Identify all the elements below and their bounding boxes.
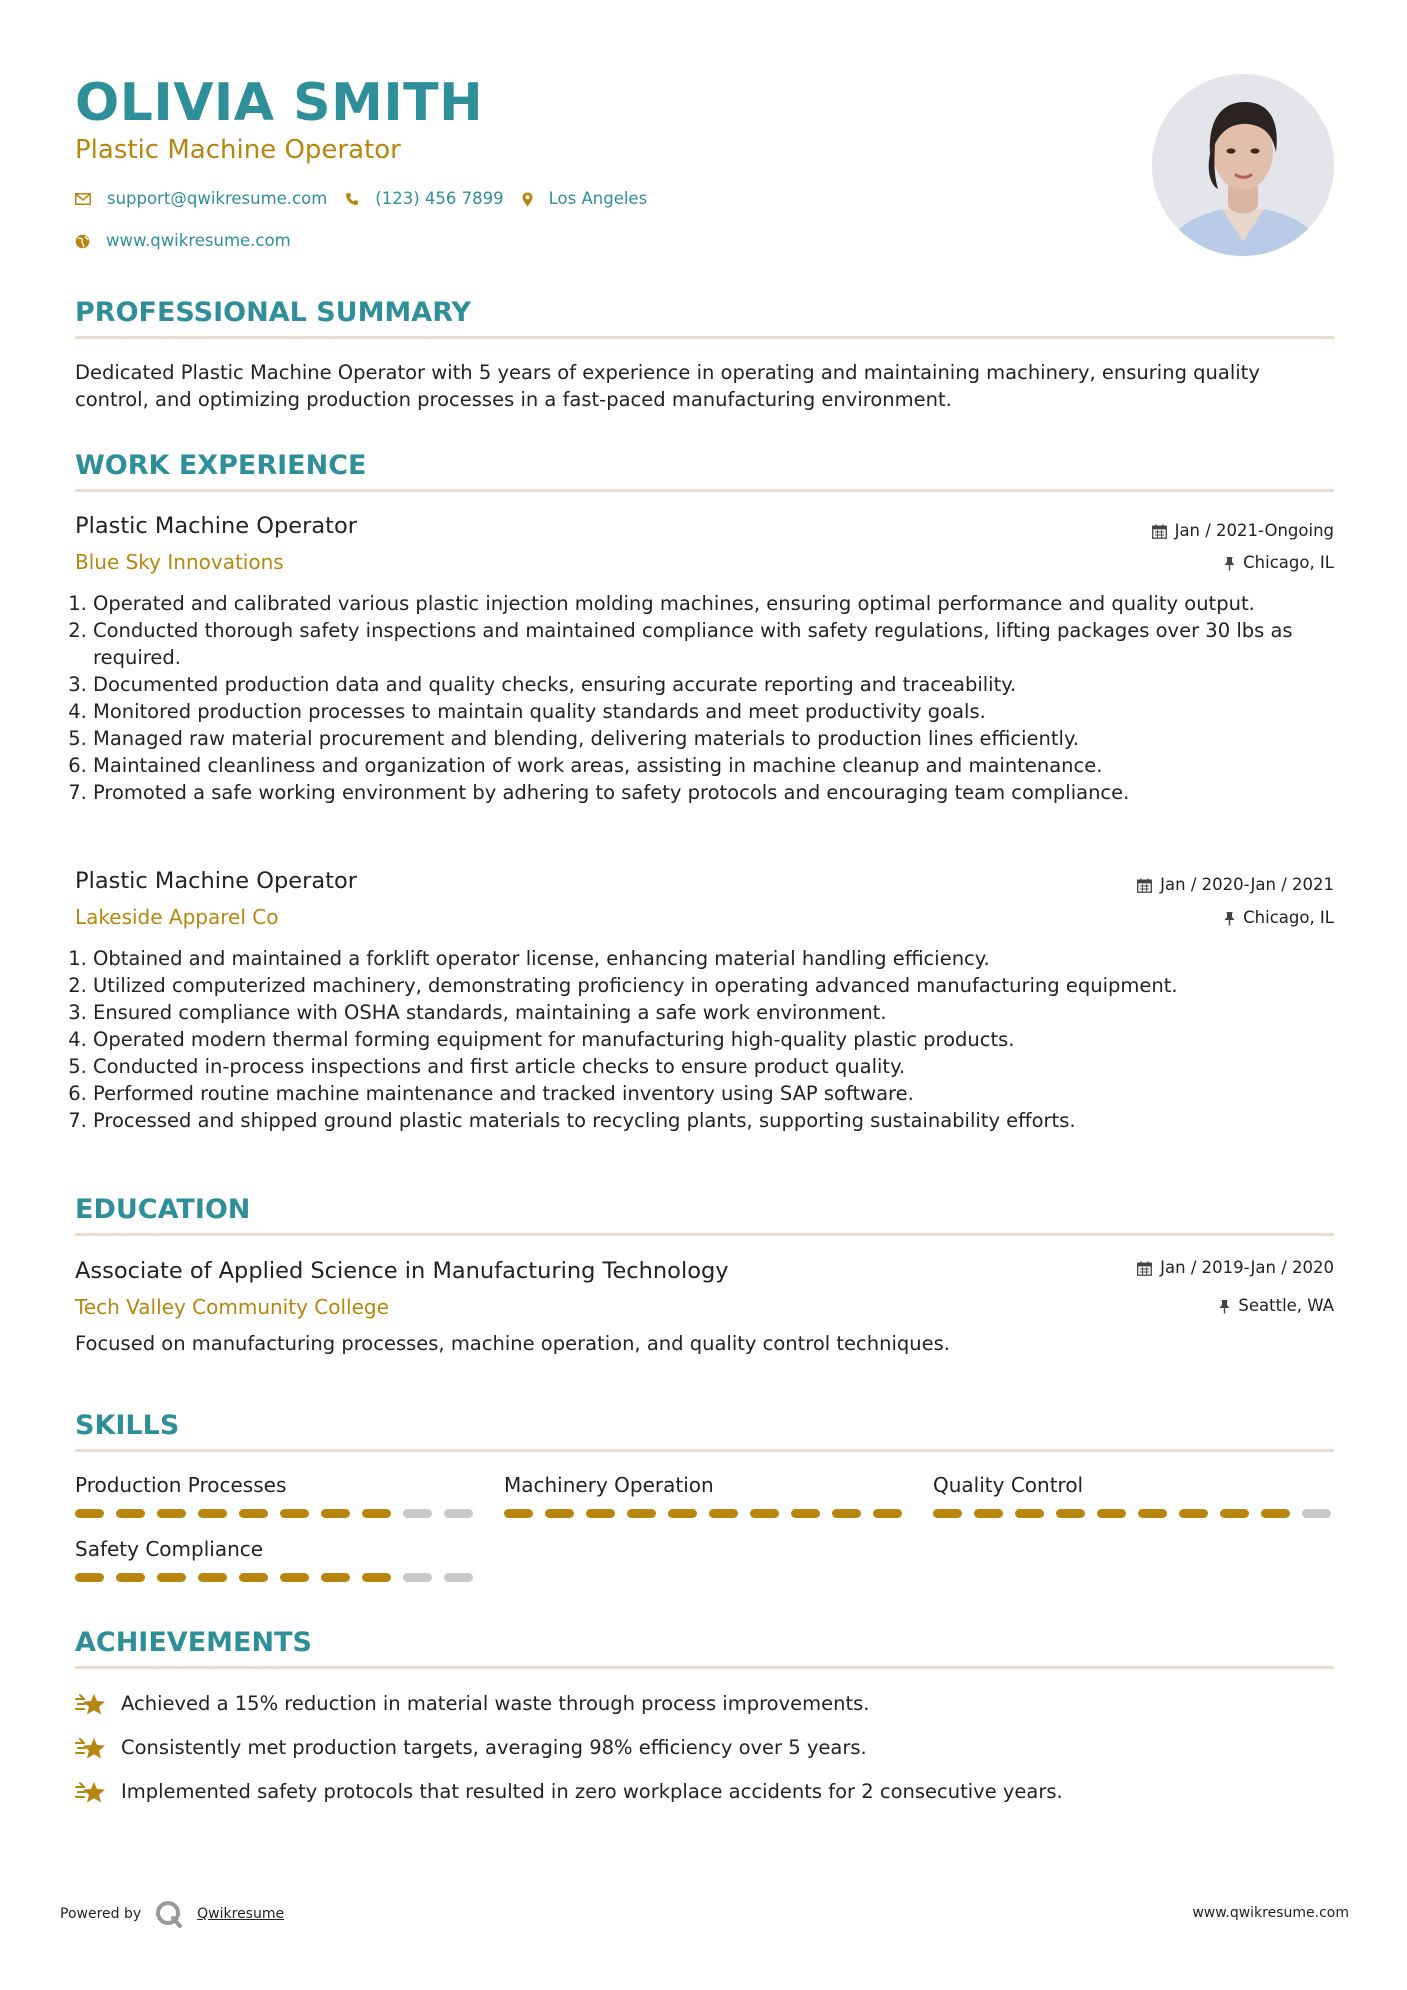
job-1-title: Plastic Machine Operator (75, 513, 357, 539)
skill-dash-empty (1302, 1509, 1331, 1518)
skill-dash-filled (75, 1573, 104, 1582)
experience-heading: WORK EXPERIENCE (75, 450, 367, 481)
skill-name: Production Processes (75, 1473, 287, 1497)
skill-dash-filled (873, 1509, 902, 1518)
summary-text: Dedicated Plastic Machine Operator with 5 years of experience in operating and maintaining machinery, ensuring quality control, and optimizing production processes in a fast-paced manufacturing environment. (75, 361, 1260, 411)
job-1-dates-text: Jan / 2021-Ongoing (1174, 521, 1334, 540)
skill-name: Quality Control (933, 1473, 1084, 1497)
skill-dash-filled (1261, 1509, 1290, 1518)
candidate-title: Plastic Machine Operator (75, 135, 401, 165)
skill-name: Machinery Operation (504, 1473, 714, 1497)
calendar-icon (1152, 524, 1175, 539)
skill-dash-filled (750, 1509, 779, 1518)
degree-title: Associate of Applied Science in Manufacturing Technology (75, 1258, 729, 1284)
job-1-company: Blue Sky Innovations (75, 550, 284, 574)
home-location: Los Angeles (548, 189, 648, 208)
skill-dash-filled (116, 1573, 145, 1582)
skill-dash-filled (791, 1509, 820, 1518)
job-1-dates (1152, 520, 1334, 542)
skill-dash-filled (545, 1509, 574, 1518)
skill-dash-filled (116, 1509, 145, 1518)
list-item: 5. Conducted in-process inspections and first article checks to ensure product quality. (93, 1053, 1334, 1080)
pushpin-icon (1219, 1299, 1238, 1314)
skill-dash-empty (403, 1509, 432, 1518)
achievements-divider (75, 1666, 1334, 1669)
skill-dash-filled (1138, 1509, 1167, 1518)
calendar-icon (1137, 1261, 1160, 1276)
achievement-item (75, 1778, 1063, 1805)
skill-dash-filled (198, 1573, 227, 1582)
skill-dash-filled (1056, 1509, 1085, 1518)
job-1-bullets (75, 590, 1334, 806)
skill-item (75, 1471, 473, 1519)
summary-heading: PROFESSIONAL SUMMARY (75, 297, 472, 328)
website-link[interactable]: www.qwikresume.com (106, 231, 291, 250)
list-item: 3. Ensured compliance with OSHA standards, maintaining a safe work environment. (93, 999, 1334, 1026)
skill-dash-filled (157, 1509, 186, 1518)
skill-dash-filled (75, 1509, 104, 1518)
skill-dash-filled (239, 1509, 268, 1518)
list-item: 6. Maintained cleanliness and organization of work areas, assisting in machine cleanup and maintenance. (93, 752, 1334, 779)
skill-level-bar (75, 1509, 473, 1519)
job-1-location-text: Chicago, IL (1243, 553, 1334, 572)
skill-dash-filled (933, 1509, 962, 1518)
education-divider (75, 1233, 1334, 1236)
qwikresume-logo-icon (155, 1900, 183, 1928)
achievement-item (75, 1734, 867, 1761)
skill-dash-filled (504, 1509, 533, 1518)
skill-dash-filled (321, 1573, 350, 1582)
job-2-dates-text: Jan / 2020-Jan / 2021 (1160, 875, 1334, 894)
skills-divider (75, 1449, 1334, 1452)
skill-dash-filled (709, 1509, 738, 1518)
skill-dash-filled (1015, 1509, 1044, 1518)
skill-dash-filled (321, 1509, 350, 1518)
skill-level-bar (504, 1509, 902, 1519)
skill-dash-filled (627, 1509, 656, 1518)
list-item: 2. Conducted thorough safety inspections and maintained compliance with safety regulations, lifting packages over 30 lbs as required. (93, 617, 1334, 671)
skill-dash-filled (586, 1509, 615, 1518)
list-item: 1. Operated and calibrated various plastic injection molding machines, ensuring optimal performance and quality output. (93, 590, 1334, 617)
skill-level-bar (75, 1573, 473, 1583)
achievement-text: Consistently met production targets, averaging 98% efficiency over 5 years. (121, 1736, 867, 1759)
skill-dash-filled (198, 1509, 227, 1518)
qwikresume-link[interactable]: Qwikresume (197, 1906, 285, 1922)
achievement-item (75, 1690, 870, 1717)
skill-level-bar (933, 1509, 1331, 1519)
candidate-name: OLIVIA SMITH (75, 73, 484, 133)
skill-dash-filled (239, 1573, 268, 1582)
list-item: 1. Obtained and maintained a forklift operator license, enhancing material handling efficiency. (93, 945, 1334, 972)
globe-icon (75, 234, 106, 249)
achievement-text: Achieved a 15% reduction in material waste through process improvements. (121, 1692, 870, 1715)
job-2-location-text: Chicago, IL (1243, 908, 1334, 927)
contact-row (75, 188, 647, 210)
pushpin-icon (1224, 911, 1243, 926)
skill-dash-filled (1179, 1509, 1208, 1518)
skill-dash-filled (1097, 1509, 1126, 1518)
skill-dash-filled (280, 1573, 309, 1582)
profile-photo (1152, 74, 1334, 256)
achievement-text: Implemented safety protocols that resulted in zero workplace accidents for 2 consecutive years. (121, 1780, 1063, 1803)
list-item: 7. Promoted a safe working environment by adhering to safety protocols and encouraging team compliance. (93, 779, 1334, 806)
skill-name: Safety Compliance (75, 1537, 264, 1561)
job-2-location (1224, 907, 1334, 929)
skill-dash-filled (974, 1509, 1003, 1518)
summary-divider (75, 336, 1334, 339)
skills-heading: SKILLS (75, 1410, 180, 1441)
skill-item (75, 1535, 473, 1583)
list-item: 3. Documented production data and quality checks, ensuring accurate reporting and traceability. (93, 671, 1334, 698)
job-2-company: Lakeside Apparel Co (75, 905, 279, 929)
list-item: 6. Performed routine machine maintenance and tracked inventory using SAP software. (93, 1080, 1334, 1107)
list-item: 4. Operated modern thermal forming equipment for manufacturing high-quality plastic products. (93, 1026, 1334, 1053)
powered-by-label: Powered by (60, 1906, 142, 1922)
footer-website[interactable]: www.qwikresume.com (1192, 1905, 1349, 1921)
phone-icon (345, 192, 375, 206)
skill-dash-filled (1220, 1509, 1249, 1518)
email-link[interactable]: support@qwikresume.com (107, 189, 328, 208)
skill-dash-filled (362, 1509, 391, 1518)
achievements-heading: ACHIEVEMENTS (75, 1627, 312, 1658)
experience-divider (75, 489, 1334, 492)
email-icon (75, 193, 107, 205)
skill-dash-filled (157, 1573, 186, 1582)
phone-number[interactable]: (123) 456 7899 (375, 189, 504, 208)
education-location-text: Seattle, WA (1238, 1296, 1334, 1315)
job-1-location (1224, 552, 1334, 574)
job-2-bullets (75, 945, 1334, 1134)
list-item: 4. Monitored production processes to maintain quality standards and meet productivity goals. (93, 698, 1334, 725)
footer-powered-by (60, 1900, 284, 1928)
school-name: Tech Valley Community College (75, 1295, 389, 1319)
star-achievement-icon (75, 1735, 121, 1761)
website-row (75, 230, 291, 252)
list-item: 5. Managed raw material procurement and blending, delivering materials to production lines efficiently. (93, 725, 1334, 752)
skill-dash-empty (444, 1573, 473, 1582)
skill-item (504, 1471, 902, 1519)
pushpin-icon (1224, 556, 1243, 571)
skill-dash-empty (403, 1573, 432, 1582)
skill-dash-filled (668, 1509, 697, 1518)
skill-item (933, 1471, 1331, 1519)
calendar-icon (1137, 878, 1160, 893)
education-dates-text: Jan / 2019-Jan / 2020 (1160, 1258, 1334, 1277)
education-description: Focused on manufacturing processes, machine operation, and quality control techniques. (75, 1332, 951, 1355)
star-achievement-icon (75, 1779, 121, 1805)
skill-dash-filled (362, 1573, 391, 1582)
education-dates (1137, 1257, 1334, 1279)
skill-dash-filled (832, 1509, 861, 1518)
skill-dash-filled (280, 1509, 309, 1518)
education-location (1219, 1295, 1334, 1317)
job-2-title: Plastic Machine Operator (75, 868, 357, 894)
list-item: 2. Utilized computerized machinery, demonstrating proficiency in operating advanced manufacturing equipment. (93, 972, 1334, 999)
star-achievement-icon (75, 1691, 121, 1717)
list-item: 7. Processed and shipped ground plastic materials to recycling plants, supporting sustainability efforts. (93, 1107, 1334, 1134)
location-pin-icon (522, 192, 549, 207)
job-2-dates (1137, 874, 1334, 896)
skill-dash-empty (444, 1509, 473, 1518)
education-heading: EDUCATION (75, 1194, 251, 1225)
